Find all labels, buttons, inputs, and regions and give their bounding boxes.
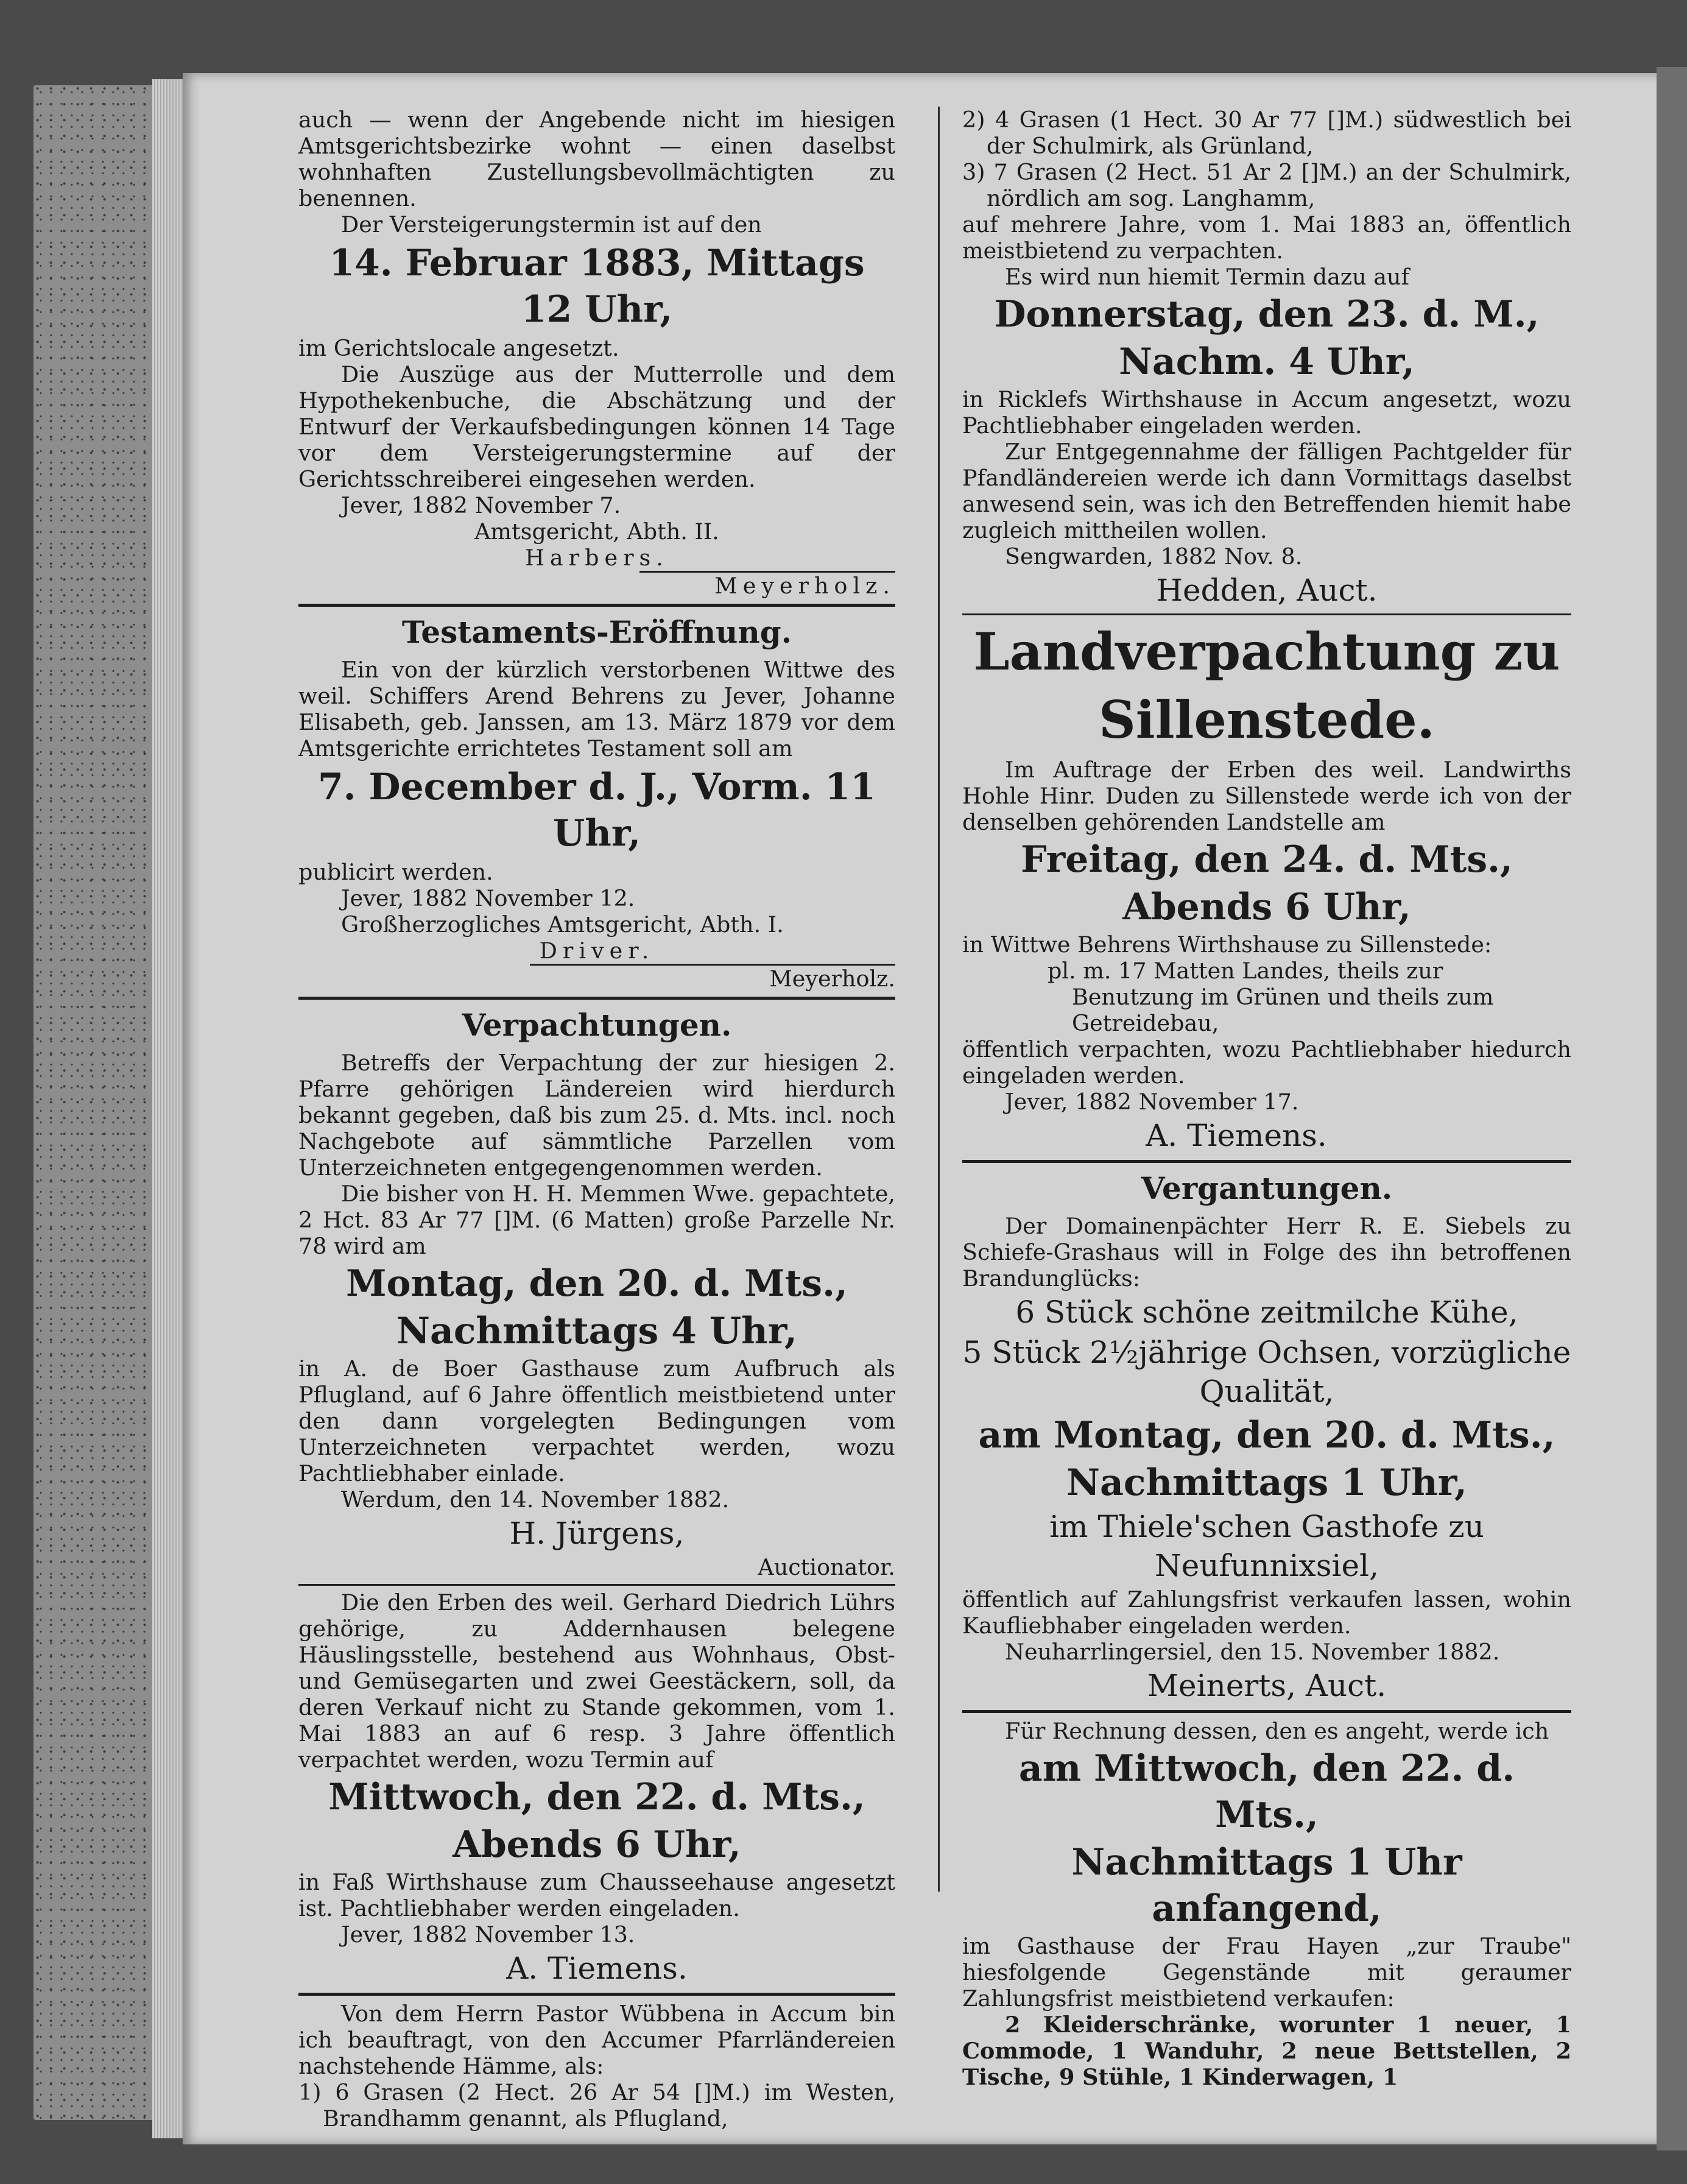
section-rule xyxy=(298,604,895,607)
ad-text: in Faß Wirthshause zum Chausseehause angesetzt ist. Pachtliebhaber werden eingeladen. xyxy=(298,1869,895,1921)
book-edge-left xyxy=(33,85,155,2120)
ad-list-item: 1) 6 Grasen (2 Hect. 26 Ar 54 []M.) im Westen, Brandhamm genannt, als Pflugland, xyxy=(298,2079,895,2132)
ad-signature: Meyerholz. xyxy=(769,966,895,992)
ad-place-heading: im Thiele'schen Gasthofe zu Neufunnixsiel, xyxy=(1049,1509,1484,1583)
ad-time-heading: Nachmittags 1 Uhr anfangend, xyxy=(1071,1841,1462,1930)
section-rule xyxy=(962,1160,1571,1163)
ad-text: Die den Erben des weil. Gerhard Diedrich Lührs gehörige, zu Addernhausen belegene Häuslingsstelle, bestehend aus Wohnhaus, Obst- und Gemüsegarten und zwei Geestäckern, soll, da deren Verkauf nicht zu Stande gekommen, vom 1. Mai 1883 an auf 6 resp. 3 Jahre öffentlich verpachtet werden, wozu Termin auf xyxy=(298,1589,895,1773)
ad-item-heading: 5 Stück 2½jährige Ochsen, vorzügliche Qualität, xyxy=(962,1335,1571,1409)
ad-signature: A. Tiemens. xyxy=(1146,1118,1327,1153)
right-column xyxy=(962,107,1571,2090)
ad-signature: Meyerholz. xyxy=(714,573,895,599)
ad-text: öffentlich auf Zahlungsfrist verkaufen lassen, wohin Kaufliebhaber eingeladen werden. xyxy=(962,1586,1571,1639)
ad-place-date: Werdum, den 14. November 1882. xyxy=(341,1486,730,1513)
section-rule xyxy=(298,1584,895,1586)
ad-date-heading: Montag, den 20. d. Mts., xyxy=(346,1262,848,1305)
ad-text: Die Auszüge aus der Mutterrolle und dem Hypothekenbuche, die Abschätzung und der Entwurf der Verkaufsbedingungen können 14 Tage vor dem Versteigerungstermine auf der Gerichtsschreiberei eingesehen werden. xyxy=(298,361,895,492)
ad-date-heading: am Mittwoch, den 22. d. Mts., xyxy=(1018,1747,1515,1836)
ad-date-heading: Freitag, den 24. d. Mts., xyxy=(1021,838,1513,881)
section-heading: Vergantungen. xyxy=(1141,1170,1393,1206)
ad-date-heading: 14. Februar 1883, Mittags 12 Uhr, xyxy=(329,242,865,331)
ad-text: in A. de Boer Gasthause zum Aufbruch als Pflugland, auf 6 Jahre öffentlich meistbietend unter den dann vorgelegten Bedingungen vom Unterzeichneten verpachtet werden, wozu Pachtliebhaber einlade. xyxy=(298,1355,895,1486)
ad-place-date: Jever, 1882 November 12. xyxy=(341,885,635,911)
section-heading: Verpachtungen. xyxy=(462,1007,732,1043)
ad-time-heading: Nachmittags 4 Uhr, xyxy=(396,1310,797,1352)
ad-text: Der Domainenpächter Herr R. E. Siebels zu Schiefe-Grashaus will in Folge des ihn betroffenen Brandunglücks: xyxy=(962,1213,1571,1292)
ad-signature: H. Jürgens, xyxy=(509,1516,685,1551)
ad-text: im Gasthause der Frau Hayen „zur Traube" hiesfolgende Gegenstände mit geraumer Zahlungsfrist meistbietend verkaufen: xyxy=(962,1933,1571,2012)
ad-time-heading: Nachmittags 1 Uhr, xyxy=(1066,1461,1467,1504)
ad-headline: Sillenstede. xyxy=(1099,690,1435,750)
ad-signature: A. Tiemens. xyxy=(506,1951,688,1986)
ad-text: öffentlich verpachten, wozu Pachtliebhaber hiedurch eingeladen werden. xyxy=(962,1036,1571,1089)
ad-place-date: Jever, 1882 November 17. xyxy=(1005,1089,1299,1115)
ad-text: Betreffs der Verpachtung der zur hiesigen 2. Pfarre gehörigen Ländereien wird hierdurch bekannt gegeben, daß bis zum 25. d. Mts. incl. noch Nachgebote auf sämmtliche Parzellen vom Unterzeichneten entgegengenommen werden. xyxy=(298,1050,895,1181)
ad-text: Zur Entgegennahme der fälligen Pachtgelder für Pfandländereien werde ich dann Vormittags daselbst anwesend sein, was ich den Betreffenden hiemit habe zugleich mittheilen wollen. xyxy=(962,439,1571,543)
ad-text: Von dem Herrn Pastor Wübbena in Accum bin ich beauftragt, von den Accumer Pfarrländereien nachstehende Hämme, als: xyxy=(298,2001,895,2079)
ad-date-heading: am Montag, den 20. d. Mts., xyxy=(978,1414,1555,1457)
ad-list-item: 3) 7 Grasen (2 Hect. 51 Ar 2 []M.) an der Schulmirk, nördlich am sog. Langhamm, xyxy=(962,159,1571,211)
ad-text: pl. m. 17 Matten Landes, theils zur Benutzung im Grünen und theils zum Getreidebau, xyxy=(1048,958,1494,1036)
column-divider xyxy=(938,107,940,1892)
ad-time-heading: Abends 6 Uhr, xyxy=(1122,886,1411,928)
ad-text: Es wird nun hiemit Termin dazu auf xyxy=(1005,264,1409,290)
ad-text: Für Rechnung dessen, den es angeht, werde ich xyxy=(1005,1718,1549,1744)
ad-text: auf mehrere Jahre, vom 1. Mai 1883 an, öffentlich meistbietend zu verpachten. xyxy=(962,211,1571,264)
ad-date-heading: 7. December d. J., Vorm. 11 Uhr, xyxy=(317,766,876,855)
ad-item-heading: 6 Stück schöne zeitmilche Kühe, xyxy=(1015,1295,1518,1330)
ad-text: in Wittwe Behrens Wirthshause zu Sillenstede: xyxy=(962,931,1492,958)
ad-time-heading: Nachm. 4 Uhr, xyxy=(1119,341,1415,383)
ad-authority: Amtsgericht, Abth. II. xyxy=(474,518,719,545)
ad-place-date: Jever, 1882 November 13. xyxy=(341,1921,635,1948)
ad-text: Die bisher von H. H. Memmen Wwe. gepachtete, 2 Hct. 83 Ar 77 []M. (6 Matten) große Parzelle Nr. 78 wird am xyxy=(298,1181,895,1259)
ad-time-heading: Abends 6 Uhr, xyxy=(453,1823,741,1866)
ad-text: im Gerichtslocale angesetzt. xyxy=(298,335,619,361)
ad-authority: Großherzogliches Amtsgericht, Abth. I. xyxy=(341,911,784,938)
ad-list-item: 2) 4 Grasen (1 Hect. 30 Ar 77 []M.) südwestlich bei der Schulmirk, als Grünland, xyxy=(962,107,1571,159)
ad-place-date: Neuharrlingersiel, den 15. November 1882. xyxy=(1005,1639,1500,1665)
ad-text: in Ricklefs Wirthshause in Accum angesetzt, wozu Pachtliebhaber eingeladen werden. xyxy=(962,386,1571,439)
ad-text: auch — wenn der Angebende nicht im hiesigen Amtsgerichtsbezirke wohnt — einen daselbst wohnhaften Zustellungsbevollmächtigten zu benennen. xyxy=(298,107,895,211)
section-rule xyxy=(298,1993,895,1996)
ad-text: Im Auftrage der Erben des weil. Landwirths Hohle Hinr. Duden zu Sillenstede werde ich von der denselben gehörenden Landstelle am xyxy=(962,757,1571,835)
section-rule xyxy=(298,997,895,1000)
left-column xyxy=(298,107,895,2132)
ad-date-heading: Mittwoch, den 22. d. Mts., xyxy=(328,1776,865,1818)
ad-signature: Meinerts, Auct. xyxy=(1147,1668,1387,1703)
ad-date-heading: Donnerstag, den 23. d. M., xyxy=(994,293,1540,336)
ad-place-date: Sengwarden, 1882 Nov. 8. xyxy=(1005,543,1303,570)
ad-signature: Harbers. xyxy=(525,545,669,571)
ad-text: publicirt werden. xyxy=(298,859,493,885)
section-heading: Testaments-Eröffnung. xyxy=(401,614,792,650)
ad-text: 2 Kleiderschränke, worunter 1 neuer, 1 Commode, 1 Wanduhr, 2 neue Bettstellen, 2 Tische, 9 Stühle, 1 Kinderwagen, 1 xyxy=(962,2012,1571,2090)
next-page-edge xyxy=(1657,67,1687,2150)
ad-signature: Driver. xyxy=(539,938,655,964)
ad-signature-title: Auctionator. xyxy=(758,1554,895,1580)
section-rule xyxy=(962,1710,1571,1713)
ad-text: Ein von der kürzlich verstorbenen Wittwe des weil. Schiffers Arend Behrens zu Jever, Johanne Elisabeth, geb. Janssen, am 13. März 1879 vor dem Amtsgerichte errichtetes Testament soll am xyxy=(298,657,895,762)
ad-place-date: Jever, 1882 November 7. xyxy=(341,492,621,518)
ad-text: Der Versteigerungstermin ist auf den xyxy=(341,211,762,238)
section-rule xyxy=(962,613,1571,615)
ad-signature: Hedden, Auct. xyxy=(1156,573,1378,608)
ad-headline: Landverpachtung zu xyxy=(973,621,1560,682)
